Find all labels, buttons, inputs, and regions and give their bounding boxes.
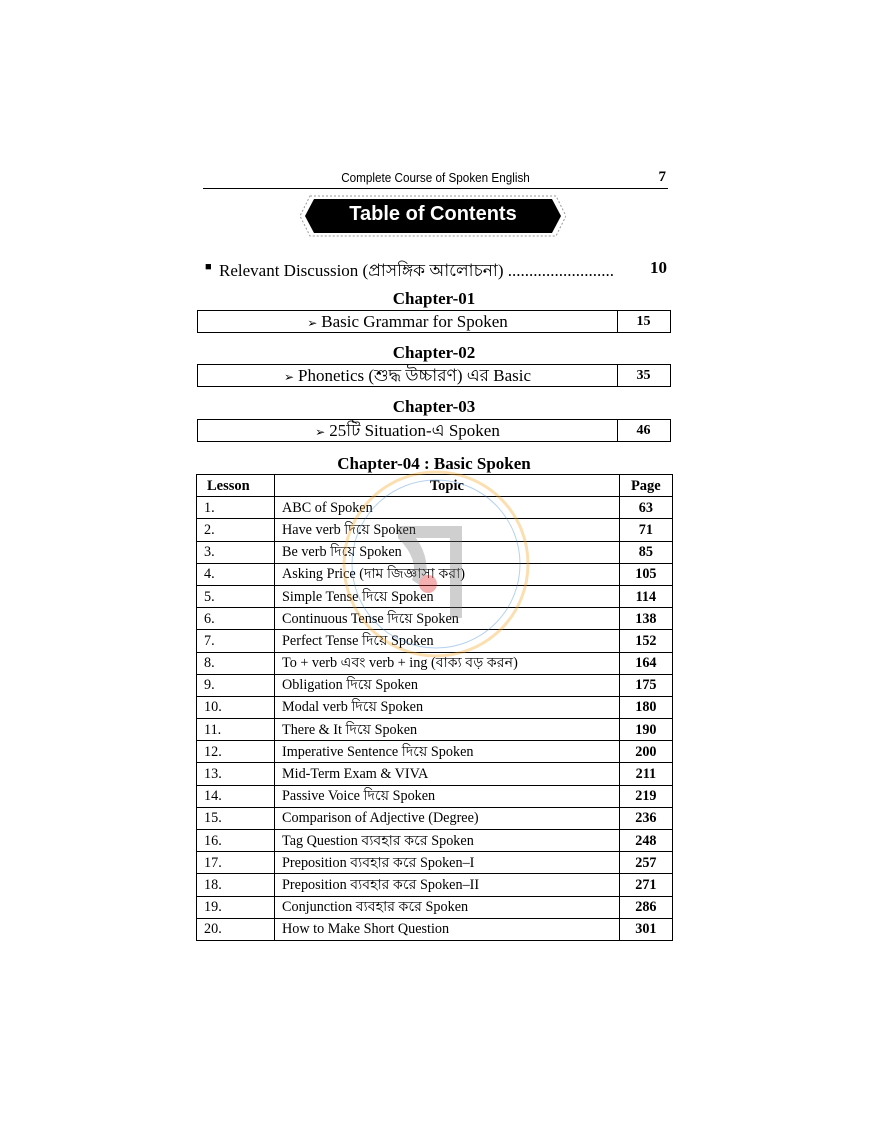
toc-banner (300, 192, 566, 240)
lesson-page: 190 (619, 719, 672, 741)
chapter-01-topic: Basic Grammar for Spoken (321, 312, 508, 331)
table-row (197, 852, 673, 874)
table-row (197, 652, 673, 674)
lesson-topic: Preposition ব্যবহার করে Spoken–I (275, 852, 620, 874)
lesson-number: 5. (197, 585, 275, 607)
lesson-page: 180 (619, 696, 672, 718)
lesson-topic: ABC of Spoken (275, 497, 620, 519)
chapter-03-entry (197, 419, 671, 442)
chapter-03-topic: 25টি Situation-এ Spoken (329, 421, 500, 440)
intro-entry (205, 258, 667, 280)
lesson-number: 11. (197, 719, 275, 741)
lesson-page: 114 (619, 585, 672, 607)
lesson-page: 248 (619, 830, 672, 852)
lesson-topic: Obligation দিয়ে Spoken (275, 674, 620, 696)
lesson-number: 9. (197, 674, 275, 696)
chapter-02-page: 35 (636, 368, 651, 383)
lesson-topic: Passive Voice দিয়ে Spoken (275, 785, 620, 807)
lesson-topic: Asking Price (দাম জিজ্ঞাসা করা) (275, 563, 620, 585)
lesson-topic: To + verb এবং verb + ing (বাক্য বড় করন) (275, 652, 620, 674)
lesson-page: 164 (619, 652, 672, 674)
table-row (197, 541, 673, 563)
lesson-page: 236 (619, 807, 672, 829)
page-number: 7 (658, 169, 666, 185)
lesson-number: 10. (197, 696, 275, 718)
intro-page: 10 (650, 258, 667, 277)
table-row (197, 896, 673, 918)
lesson-number: 6. (197, 608, 275, 630)
lesson-page: 85 (619, 541, 672, 563)
lesson-topic: Tag Question ব্যবহার করে Spoken (275, 830, 620, 852)
toc-title: Table of Contents (349, 203, 517, 225)
lesson-topic: Modal verb দিয়ে Spoken (275, 696, 620, 718)
lesson-number: 18. (197, 874, 275, 896)
lesson-page: 152 (619, 630, 672, 652)
lesson-topic: Perfect Tense দিয়ে Spoken (275, 630, 620, 652)
lesson-number: 20. (197, 918, 275, 940)
table-row (197, 874, 673, 896)
lesson-page: 63 (619, 497, 672, 519)
chapter-02-topic-cell (198, 365, 618, 386)
chapter-04-title: Chapter-04 : Basic Spoken (337, 454, 531, 473)
table-row (197, 563, 673, 585)
table-row (197, 696, 673, 718)
lesson-page: 105 (619, 563, 672, 585)
lesson-number: 15. (197, 807, 275, 829)
lesson-topic: Imperative Sentence দিয়ে Spoken (275, 741, 620, 763)
lesson-number: 14. (197, 785, 275, 807)
table-row (197, 763, 673, 785)
arrow-bullet-icon: ➢ (307, 316, 318, 330)
lesson-topic: Preposition ব্যবহার করে Spoken–II (275, 874, 620, 896)
chapter-01-entry (197, 310, 671, 333)
table-row (197, 674, 673, 696)
intro-text: Relevant Discussion (প্রাসঙ্গিক আলোচনা) ......................... (219, 261, 614, 280)
chapter-01-page: 15 (636, 314, 651, 329)
lesson-topic: There & It দিয়ে Spoken (275, 719, 620, 741)
lesson-topic: Continuous Tense দিয়ে Spoken (275, 608, 620, 630)
lesson-page: 175 (619, 674, 672, 696)
column-header-page: Page (619, 475, 672, 497)
lesson-number: 12. (197, 741, 275, 763)
table-row (197, 630, 673, 652)
table-row (197, 830, 673, 852)
page-header (203, 170, 668, 189)
lesson-topic: Comparison of Adjective (Degree) (275, 807, 620, 829)
lesson-page: 301 (619, 918, 672, 940)
lesson-number: 7. (197, 630, 275, 652)
table-row (197, 585, 673, 607)
arrow-bullet-icon: ➢ (283, 370, 295, 384)
square-bullet-icon: ■ (205, 261, 212, 273)
chapter-01-title: Chapter-01 (392, 289, 476, 308)
table-row (197, 608, 673, 630)
lesson-number: 4. (197, 563, 275, 585)
table-row (197, 918, 673, 940)
table-row (197, 741, 673, 763)
lesson-page: 219 (619, 785, 672, 807)
arrow-bullet-icon: ➢ (315, 425, 326, 439)
lesson-page: 286 (619, 896, 672, 918)
lesson-topic: Be verb দিয়ে Spoken (275, 541, 620, 563)
table-row (197, 719, 673, 741)
chapter-02-entry (197, 364, 671, 387)
lesson-number: 13. (197, 763, 275, 785)
lesson-number: 3. (197, 541, 275, 563)
chapter-03-page: 46 (636, 423, 651, 438)
lesson-number: 19. (197, 896, 275, 918)
table-row (197, 519, 673, 541)
lesson-topic: Simple Tense দিয়ে Spoken (275, 585, 620, 607)
lesson-page: 211 (619, 763, 672, 785)
chapter-03-title: Chapter-03 (392, 397, 476, 416)
table-row (197, 785, 673, 807)
table-row (197, 807, 673, 829)
lesson-topic: Mid-Term Exam & VIVA (275, 763, 620, 785)
lesson-page: 71 (619, 519, 672, 541)
column-header-lesson: Lesson (197, 475, 275, 497)
running-title: Complete Course of Spoken English (341, 170, 530, 185)
lesson-page: 200 (619, 741, 672, 763)
lesson-number: 8. (197, 652, 275, 674)
column-header-topic: Topic (275, 475, 620, 497)
chapter-02-title: Chapter-02 (392, 343, 476, 362)
lesson-page: 271 (619, 874, 672, 896)
chapter-03-topic-cell (198, 420, 618, 441)
lesson-topic: Conjunction ব্যবহার করে Spoken (275, 896, 620, 918)
lesson-table (196, 474, 673, 941)
lesson-number: 16. (197, 830, 275, 852)
lesson-number: 2. (197, 519, 275, 541)
chapter-01-topic-cell (198, 311, 618, 332)
lesson-page: 138 (619, 608, 672, 630)
lesson-number: 17. (197, 852, 275, 874)
chapter-02-topic: Phonetics (শুদ্ধ উচ্চারণ) এর Basic (298, 366, 532, 385)
table-header-row (197, 475, 673, 497)
lesson-topic: Have verb দিয়ে Spoken (275, 519, 620, 541)
lesson-number: 1. (197, 497, 275, 519)
table-row (197, 497, 673, 519)
lesson-page: 257 (619, 852, 672, 874)
lesson-topic: How to Make Short Question (275, 918, 620, 940)
